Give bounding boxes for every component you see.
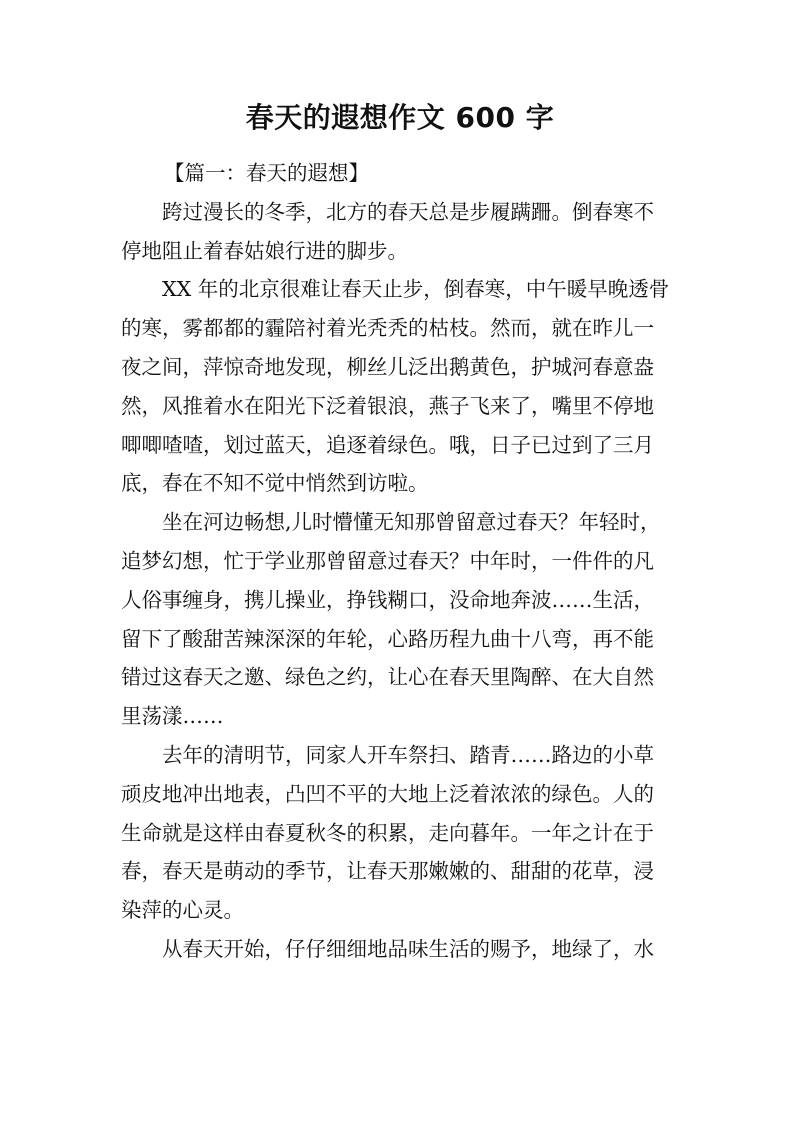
paragraph-3 — [121, 503, 681, 736]
text-line: 顽皮地冲出地表，凸凹不平的大地上泛着浓浓的绿色。人的 — [121, 781, 654, 806]
text-line: 夜之间，萍惊奇地发现，柳丝儿泛出鹅黄色，护城河春意盎 — [121, 354, 654, 379]
text-line: 跨过漫长的冬季，北方的春天总是步履蹒跚。倒春寒不 — [162, 199, 654, 224]
section-title: 【篇一：春天的遐想】 — [164, 161, 369, 185]
paragraph-5 — [121, 930, 681, 969]
text-line: 追梦幻想，忙于学业那曾留意过春天？中年时，一件件的凡 — [121, 548, 654, 573]
text-line: 的寒，雾都都的霾陪衬着光秃秃的枯枝。然而，就在昨儿一 — [121, 316, 654, 341]
text-line: 从春天开始，仔仔细细地品味生活的赐予，地绿了，水 — [162, 936, 654, 961]
text-line: 留下了酸甜苦辣深深的年轮，心路历程九曲十八弯，再不能 — [121, 626, 654, 651]
text-line: 人俗事缠身，携儿操业，挣钱糊口，没命地奔波……生活， — [121, 587, 654, 612]
text-line: 底，春在不知不觉中悄然到访啦。 — [121, 471, 429, 496]
paragraph-1 — [121, 193, 681, 271]
paragraph-4 — [121, 736, 681, 930]
document-title: 春天的遐想作文 600 字 — [245, 101, 555, 134]
text-line: 染萍的心灵。 — [121, 898, 244, 923]
text-line: 里荡漾…… — [121, 704, 224, 729]
text-line: 停地阻止着春姑娘行进的脚步。 — [121, 238, 408, 263]
text-line: XX 年的北京很难让春天止步，倒春寒，中午暖早晚透骨 — [162, 277, 670, 302]
text-line: 去年的清明节，同家人开车祭扫、踏青……路边的小草 — [162, 742, 654, 767]
text-line: 错过这春天之邀、绿色之约，让心在春天里陶醉、在大自然 — [121, 665, 654, 690]
text-line: 唧唧喳喳，划过蓝天，追逐着绿色。哦，日子已过到了三月 — [121, 432, 654, 457]
paragraph-2 — [121, 270, 681, 503]
text-line: 生命就是这样由春夏秋冬的积累，走向暮年。一年之计在于 — [121, 820, 654, 845]
text-line: 然，风推着水在阳光下泛着银浪，燕子飞来了，嘴里不停地 — [121, 393, 654, 418]
text-line: 春，春天是萌动的季节，让春天那嫩嫩的、甜甜的花草，浸 — [121, 859, 654, 884]
document-body — [121, 154, 681, 969]
text-line: 坐在河边畅想,儿时懵懂无知那曾留意过春天？年轻时， — [162, 510, 661, 535]
